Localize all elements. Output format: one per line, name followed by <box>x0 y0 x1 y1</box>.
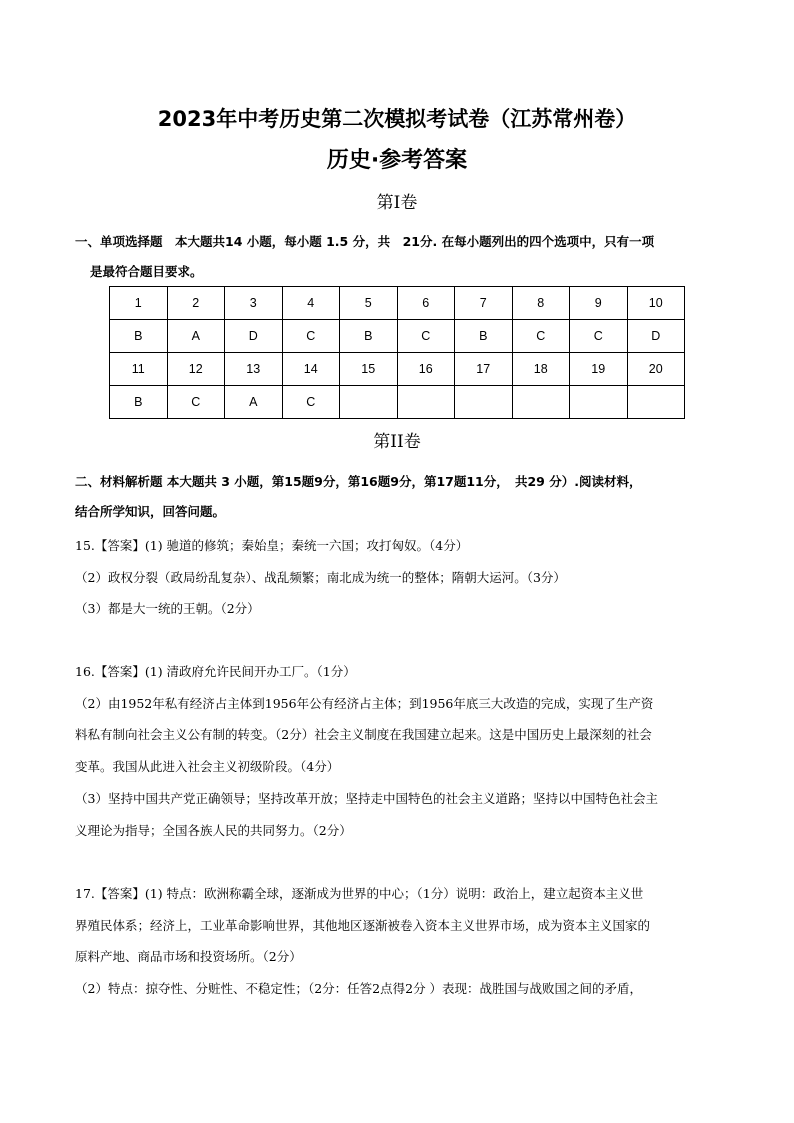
table-cell: 4 <box>282 287 340 320</box>
q15-answer-part1: 15.【答案】(1) 驰道的修筑；秦始皇；秦统一六国；攻打匈奴。（4分） <box>75 538 469 553</box>
q16-answer-part3: （3）坚持中国共产党正确领导；坚持改革开放；坚持走中国特色的社会主义道路；坚持以中国特色社会主 <box>75 791 658 806</box>
section-2-instructions: 二、材料解析题 本大题共 3 小题，第15题9分，第16题9分，第17题11分， 共29 分）.阅读材料， <box>75 474 642 489</box>
q15-answer-part3: （3）都是大一统的王朝。（2分） <box>75 601 260 616</box>
table-cell: 16 <box>397 353 455 386</box>
volume-1-heading: 第Ⅰ卷 <box>376 193 418 213</box>
table-row <box>110 320 685 353</box>
section-2-instructions-cont: 结合所学知识，回答问题。 <box>75 504 226 519</box>
table-cell: 15 <box>340 353 398 386</box>
table-cell: 3 <box>225 287 283 320</box>
table-cell <box>455 386 513 419</box>
table-cell: C <box>512 320 570 353</box>
table-cell <box>570 386 628 419</box>
q16-answer-part2: （2）由1952年私有经济占主体到1956年公有经济占主体；到1956年底三大改造的完成，实现了生产资 <box>75 696 654 711</box>
table-cell: 9 <box>570 287 628 320</box>
table-cell: 11 <box>110 353 168 386</box>
table-cell: 13 <box>225 353 283 386</box>
q17-answer-part1-cont: 界殖民体系；经济上，工业革命影响世界，其他地区逐渐被卷入资本主义世界市场，成为资本主义国家的 <box>75 918 651 933</box>
table-cell: B <box>455 320 513 353</box>
document-title: 2023年中考历史第二次模拟考试卷（江苏常州卷） <box>157 107 637 131</box>
table-cell: 5 <box>340 287 398 320</box>
section-1-instructions: 一、单项选择题 本大题共14 小题，每小题 1.5 分，共 21分. 在每小题列出的四个选项中，只有一项 <box>75 234 655 249</box>
q16-answer-part2-end: 变革。我国从此进入社会主义初级阶段。（4分） <box>75 759 340 774</box>
table-cell: 12 <box>167 353 225 386</box>
table-cell: 20 <box>627 353 685 386</box>
q16-answer-part1: 16.【答案】(1) 清政府允许民间开办工厂。（1分） <box>75 664 356 679</box>
table-cell: B <box>110 386 168 419</box>
table-cell: C <box>282 320 340 353</box>
table-cell: C <box>397 320 455 353</box>
q16-answer-part2-cont: 料私有制向社会主义公有制的转变。（2分）社会主义制度在我国建立起来。这是中国历史上最深刻的社会 <box>75 727 652 742</box>
answer-table <box>109 286 685 419</box>
document-subtitle: 历史·参考答案 <box>326 148 468 173</box>
q16-answer-part3-cont: 义理论为指导；全国各族人民的共同努力。（2分） <box>75 823 352 838</box>
section-1-instructions-cont: 是最符合题目要求。 <box>90 264 203 279</box>
table-cell: D <box>225 320 283 353</box>
table-cell: C <box>570 320 628 353</box>
table-cell: 6 <box>397 287 455 320</box>
table-row <box>110 353 685 386</box>
table-cell: C <box>282 386 340 419</box>
table-row <box>110 386 685 419</box>
q17-answer-part1-end: 原料产地、商品市场和投资场所。（2分） <box>75 949 302 964</box>
table-cell: 1 <box>110 287 168 320</box>
table-cell: B <box>110 320 168 353</box>
table-cell <box>340 386 398 419</box>
table-cell: 8 <box>512 287 570 320</box>
table-cell: 7 <box>455 287 513 320</box>
volume-2-heading: 第II卷 <box>373 432 421 452</box>
table-row <box>110 287 685 320</box>
q17-answer-part1: 17.【答案】(1) 特点：欧洲称霸全球，逐渐成为世界的中心；（1分）说明：政治上，建立起资本主义世 <box>75 886 644 901</box>
table-cell: 14 <box>282 353 340 386</box>
table-cell <box>397 386 455 419</box>
q17-answer-part2: （2）特点：掠夺性、分赃性、不稳定性；（2分：任答2点得2分 ）表现：战胜国与战败国之间的矛盾， <box>75 981 643 996</box>
table-cell: 18 <box>512 353 570 386</box>
table-cell: B <box>340 320 398 353</box>
table-cell: 19 <box>570 353 628 386</box>
table-cell: 2 <box>167 287 225 320</box>
table-cell <box>512 386 570 419</box>
table-cell: A <box>167 320 225 353</box>
table-cell: C <box>167 386 225 419</box>
table-cell <box>627 386 685 419</box>
table-cell: A <box>225 386 283 419</box>
q15-answer-part2: （2）政权分裂（政局纷乱复杂）、战乱频繁；南北成为统一的整体；隋朝大运河。（3分） <box>75 570 566 585</box>
table-cell: D <box>627 320 685 353</box>
table-cell: 10 <box>627 287 685 320</box>
table-cell: 17 <box>455 353 513 386</box>
